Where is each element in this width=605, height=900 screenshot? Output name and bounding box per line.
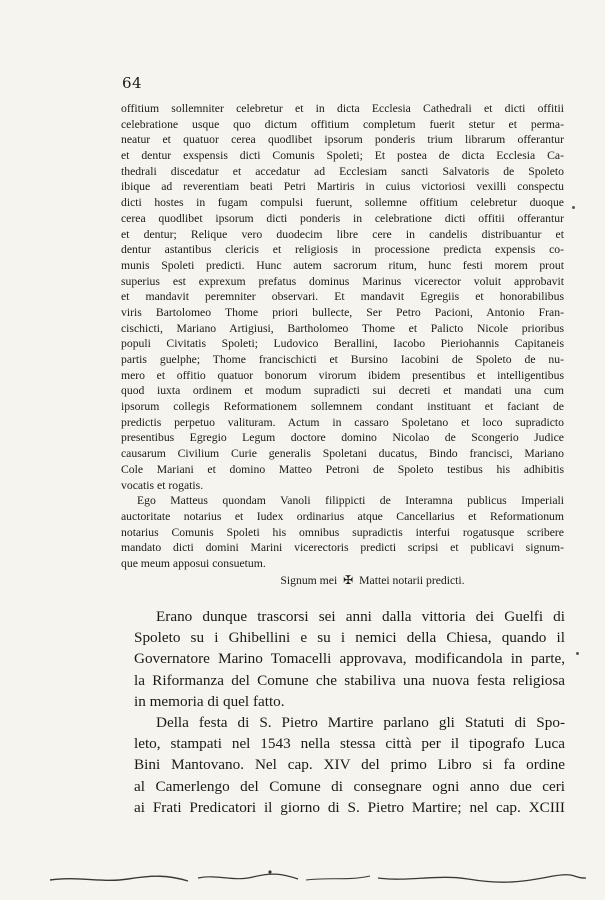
signum-after: Mattei notarii predicti. <box>359 573 465 587</box>
handwritten-scribble <box>48 868 588 890</box>
latin-line: quod iuxta ordinem et modum supradicti sui decreti et mandati una cum <box>121 384 564 398</box>
latin-line: Cole Mariani et domino Matteo Petroni de Spoleto testibus his adhibitis <box>121 462 564 476</box>
latin-line: dicti hostes in fugam compulsi fuerunt, sollemne offitium celebretur duoque <box>121 196 564 210</box>
latin-line: et dentur exspensis dicti Comunis Spoleti; Et postea de dicta Ecclesia Ca- <box>121 149 564 163</box>
latin-line: et dentur; Relique vero duodecim libre cere in candelis distribuantur et <box>121 227 564 241</box>
scribble-stroke <box>50 876 188 881</box>
notary-line: Ego Matteus quondam Vanoli filippicti de Interamna publicus Imperiali <box>137 494 564 508</box>
latin-line: dentur astantibus clericis et religiosis in processione predicta expensis co- <box>121 243 564 257</box>
cross-icon: ✠ <box>343 572 354 587</box>
italian-line: ai Frati Predicatori il giorno di S. Pietro Martire; nel cap. XCIII <box>134 798 565 816</box>
latin-line: thedrali discedatur et accedatur ad Ecclesiam sancti Salvatoris de Spoleto <box>121 164 564 178</box>
latin-decree-text <box>121 101 564 588</box>
margin-dot-mark <box>572 206 575 209</box>
latin-line: populi Civitatis Spoleti; Ludovico Berallini, Iacobo Pieriohannis Capitaneis <box>121 337 564 351</box>
latin-line: cerea quodlibet ipsorum dicti ponderis in celebratione dicti offitii offerantur <box>121 211 564 225</box>
italian-line: Bini Mantovano. Nel cap. XIV del primo Libro si fa ordine <box>134 756 565 774</box>
latin-line: cischicti, Mariano Artigiusi, Bartholomeo Thome et Palicto Nicole prioribus <box>121 321 564 335</box>
notary-signum <box>121 573 564 589</box>
latin-line: presentibus Egregio Legum doctore domino Nicolao de Scongerio Judice <box>121 431 564 445</box>
latin-line: viris Bartolomeo Thome priori bullecte, Ser Petro Pacioni, Antonio Fran- <box>121 305 564 319</box>
italian-commentary <box>134 606 565 818</box>
latin-line: vocatis et rogatis. <box>121 478 204 492</box>
italian-line: la Riformanza del Comune che stabiliva una nuova festa religiosa <box>134 671 565 689</box>
italian-line: leto, stampati nel 1543 nella stessa città per il tipografo Luca <box>134 735 565 753</box>
italian-line: al Camerlengo del Comune di consegnare ogni anno due ceri <box>134 777 565 795</box>
latin-line: predictis perpetuo valituram. Actum in cassaro Spoletano et loco supradicto <box>121 415 564 429</box>
latin-line: neatur et quatuor cerea quodlibet ipsorum ponderis trium librarum offerantur <box>121 133 564 147</box>
latin-line: munis Spoleti predicti. Hunc autem sacrorum ritum, hunc festi morem prout <box>121 258 564 272</box>
notary-line: auctoritate notarius et Iudex ordinarius atque Cancellarius et Reformationum <box>121 509 564 523</box>
italian-line: Erano dunque trascorsi sei anni dalla vittoria dei Guelfi di <box>156 608 565 625</box>
latin-line: causarum Civilium Curie generalis Spoletani ducatus, Bindo francisci, Mariano <box>121 447 564 461</box>
latin-line: celebratione usque quo dictum offitium completum fuerit stetur et perma- <box>121 117 564 131</box>
latin-line: et mandavit peremniter observari. Et mandavit Egregiis et honorabilibus <box>121 290 564 304</box>
notary-line: notarius Comunis Spoleti his omnibus supradictis interfui rogatusque scribere <box>121 525 564 539</box>
scribble-stroke <box>198 874 298 879</box>
italian-line: Della festa di S. Pietro Martire parlano gli Statuti di Spo- <box>156 713 565 731</box>
page-number: 64 <box>122 74 143 92</box>
italian-line: in memoria di quel fatto. <box>134 692 285 710</box>
italian-line: Governatore Marino Tomacelli approvava, modificandola in parte, <box>134 650 565 668</box>
scribble-dot <box>268 870 271 873</box>
latin-line: offitium sollemniter celebretur et in dicta Ecclesia Cathedrali et dicti offitii <box>121 102 564 115</box>
margin-dot-mark <box>576 652 579 655</box>
latin-line: mero et offitio quatuor bonorum virorum ibidem presentibus et intelligentibus <box>121 368 564 382</box>
latin-line: ipsorum collegis Reformationem sollemnem condant instituant et faciant de <box>121 400 564 414</box>
scribble-stroke <box>306 876 370 880</box>
scribble-stroke <box>378 875 586 882</box>
notary-line: que meum apposui consuetum. <box>121 556 266 570</box>
latin-line: partis guelphe; Thome francischicti et Bursino Iacobini de Spoleto de nu- <box>121 353 564 366</box>
signum-before: Signum mei <box>280 573 338 587</box>
latin-line: superius est exprexum prefatus dominus Marinus vicerector voluit approbavit <box>121 274 564 288</box>
italian-line: Spoleto su i Ghibellini e su i nemici della Chiesa, quando il <box>134 629 565 647</box>
latin-line: ibique ad reverentiam beati Petri Martiris in cuius victoriosi vexilli conspectu <box>121 180 564 194</box>
notary-line: mandato dicti domini Marini vicerectoris predicti scripsi et publicavi signum- <box>121 541 564 555</box>
